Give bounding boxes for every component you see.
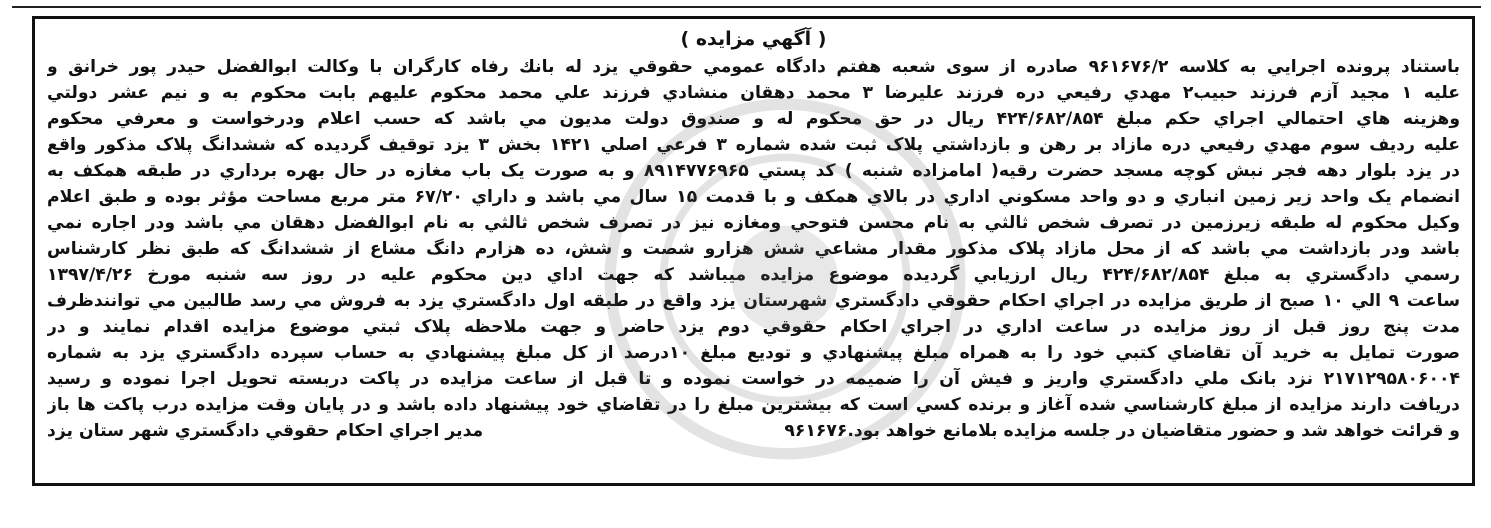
notice-line: عليه رديف سوم مهدي رفيعي دره مازاد بر رهن و بازداشتي پلاک ثبت شده شماره ۳ فرعي اصلي ۱۴۲۱ بخش ۳ يزد توقيف گرديده كه ششدانگ پلاک مذكور واقع xyxy=(47,135,1460,155)
notice-line: انضمام يک واحد زير زمين انباري و دو واحد مسكوني اداري در بالاي همكف و با قدمت ۱۵ سال مي باشد و داراي ۶۷/۲۰ متر مربع مساحت مؤثر بوده و طبق اعلام xyxy=(47,187,1460,207)
notice-line: رسمي دادگستري به مبلغ ۴۲۴/۶۸۲/۸۵۴ ريال ارزيابي گرديده موضوع مزايده ميباشد كه جهت اداي دين محكوم عليه در روز سه شنبه مورخ ۱۳۹۷/۴/۲۶ xyxy=(47,265,1460,285)
top-border-rule xyxy=(12,0,1481,8)
notice-line: عليه ۱ مجيد آزم فرزند حبيب۲ مهدي رفيعي دره فرزند عليرضا ۳ محمد دهقان منشادي فرزند علي محمد محكوم عليهم بابت محكوم به و نيم عشر دولتي xyxy=(47,83,1460,103)
notice-line: صورت تمايل به خريد آن تقاضاي كتبي خود را به همراه مبلغ پيشنهادي و توديع مبلغ ۱۰درصد از كل مبلغ پيشنهادي به حساب سپرده دادگستري يزد به شماره xyxy=(47,343,1460,363)
notice-line: ساعت ۹ الي ۱۰ صبح از طريق مزايده در اجراي احكام حقوقي دادگستري شهرستان يزد واقع در طبقه اول دادگستري يزد به فروش مي رسد طالبين مي توانندظرف xyxy=(47,291,1460,311)
notice-title: ( آگهي مزايده ) xyxy=(680,28,827,50)
closing-text: و قرائت خواهد شد و حضور متقاضيان در جلسه مزايده بلامانع خواهد بود.۹۶۱۶۷۶ xyxy=(784,421,1460,441)
closing-line xyxy=(47,418,1460,444)
notice-line: در يزد بلوار دهه فجر نبش كوچه مسجد حضرت رقيه( امامزاده شنبه ) كد پستي ۸۹۱۴۷۷۶۹۶۵ و به صورت يک باب مغازه در حال بهره برداري در طبقه همكف به xyxy=(47,161,1460,181)
notice-line: باشد ودر بازداشت مي باشد كه از محل مازاد پلاک مذكور مقدار مشاعي شش هزارو شصت و شش، ده هزارم دانگ مشاع از ششدانگ كه طبق نظر كارشناس xyxy=(47,239,1460,259)
signature: مدير اجراي احكام حقوقي دادگستري شهر ستان يزد xyxy=(47,421,484,441)
notice-line: باستناد پرونده اجرايي به كلاسه ۹۶۱۶۷۶/۲ صادره از سوی شعبه هفتم دادگاه عمومي حقوقي يزد له بانك رفاه كارگران با وكالت ابوالفضل حيدر پور خرانق و xyxy=(47,57,1460,77)
auction-notice-box xyxy=(32,16,1475,486)
notice-line: دريافت دارند مزايده از مبلغ كارشناسي شده آغاز و برنده كسي است كه بيشترين مبلغ را در تقاضاي خود پيشنهاد داده باشد و در پايان وقت مزايده درب پاكت ها باز xyxy=(47,395,1460,415)
notice-line: ۲۱۷۱۲۹۵۸۰۶۰۰۴ نزد بانک ملي دادگستري واريز و فيش آن را ضميمه در خواست نموده و تا قبل از ساعت مزايده در پاكت دربسته تحويل اجرا نموده و رسيد xyxy=(47,369,1460,389)
notice-line: وكيل محكوم له طبقه زيرزمين در تصرف شخص ثالثي به نام محسن فتوحي ومغازه نيز در تصرف شخص ثالثي به نام ابوالفضل دهقان مي باشد ودر اجاره نمي xyxy=(47,213,1460,233)
notice-line: مدت پنج روز قبل از روز مزايده در ساعت اداري در اجراي احكام حقوقي دوم يزد حاضر و جهت ملاحظه پلاک ثبتي موضوع مزايده اقدام نمايند و در xyxy=(47,317,1460,337)
notice-body xyxy=(47,54,1460,418)
notice-line: وهزينه هاي احتمالي اجراي حكم مبلغ ۴۲۴/۶۸۲/۸۵۴ ريال در حق محكوم له و صندوق دولت مديون مي باشد كه حسب اعلام ودرخواست و معرفي محكوم xyxy=(47,109,1460,129)
